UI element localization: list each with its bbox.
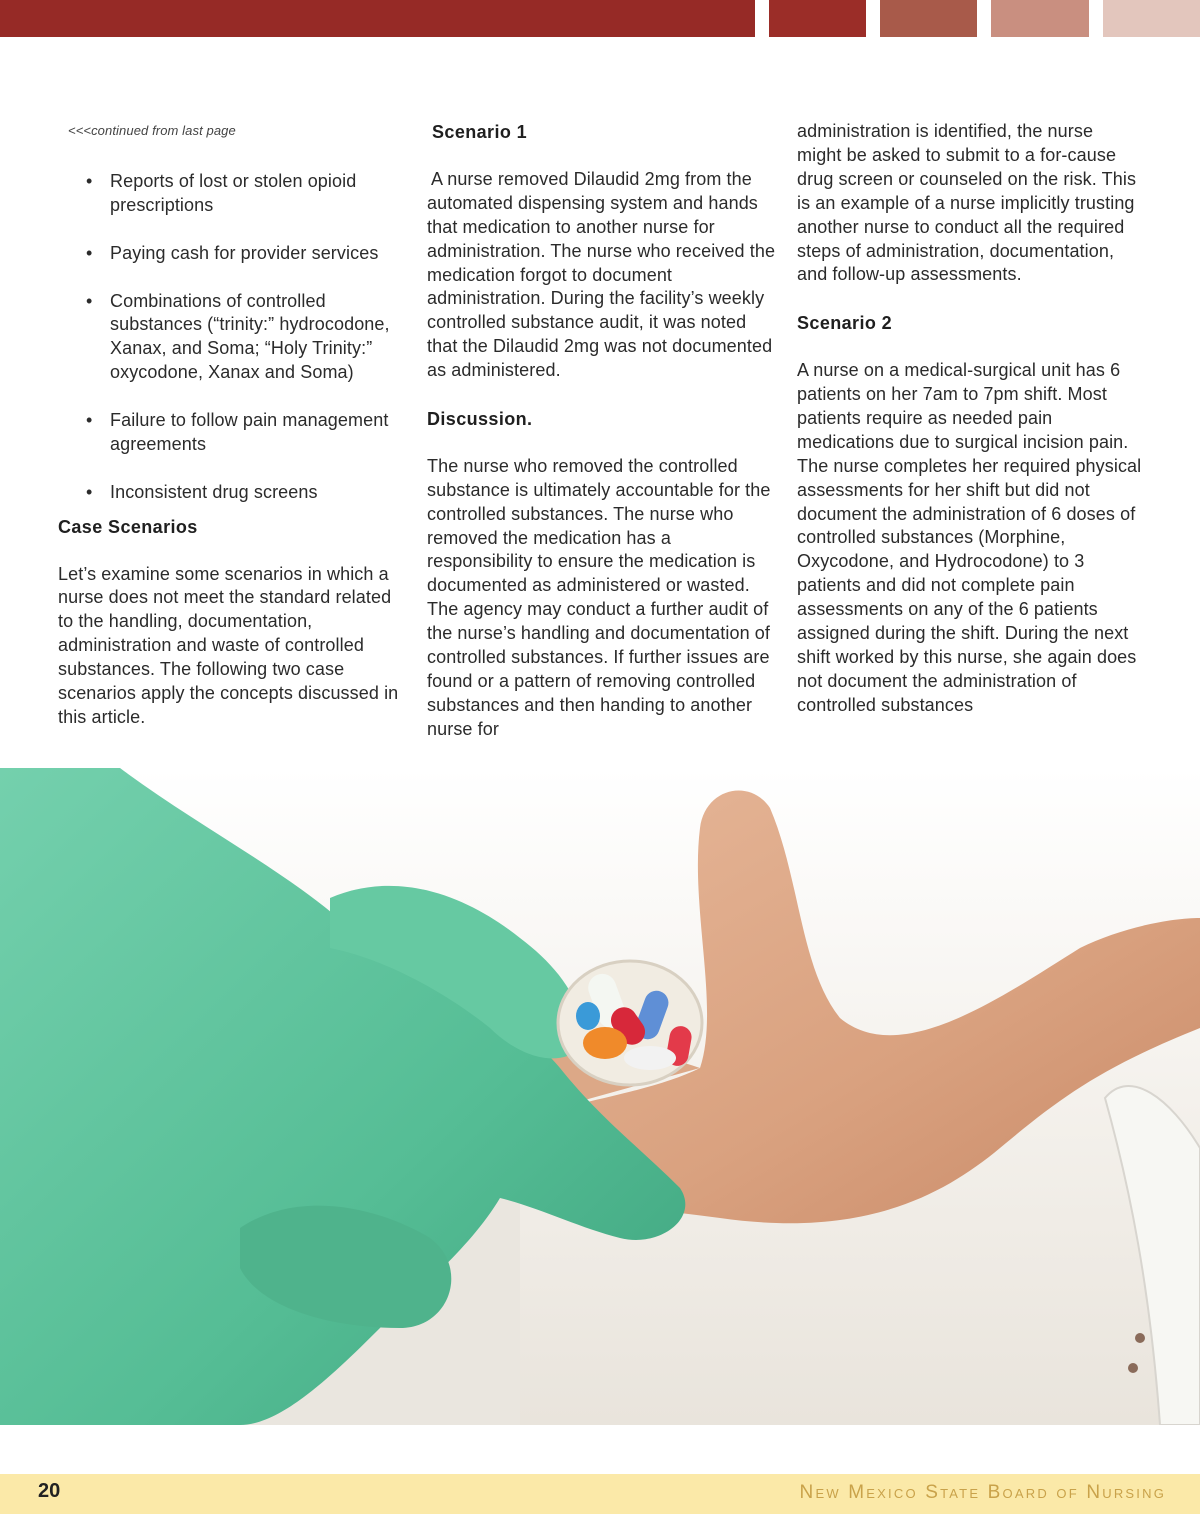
column-1 [58,120,408,730]
list-item: • Reports of lost or stolen opioid prescriptions [86,171,357,215]
photo-illustration [0,768,1200,1425]
page-footer [0,1474,1200,1514]
body-paragraph: A nurse on a medical-surgical unit has 6 patients on her 7am to 7pm shift. Most patients require as needed pain medications due to surgical incision pain. The nurse completes her required physical assessments for her shift but did not document the administration of 6 doses of controlled substances (Morphine, Oxycodone, and Hydrocodone) to 3 patients and did not complete pain assessments on any of the 6 patients assigned during the shift. During the next shift worked by this nurse, she again does not document the administration of controlled substances [797,360,1142,715]
section-heading: Discussion. [427,408,533,429]
photo-nurse-giving-pills [0,768,1200,1425]
color-bar-segment [880,0,977,37]
column-2 [427,120,777,742]
body-paragraph: Let’s examine some scenarios in which a nurse does not meet the standard related to the handling, documentation, administration and waste of controlled substances. The following two case scenarios apply the concepts discussed in this article. [58,563,399,727]
page-number: 20 [38,1480,61,1502]
color-bar-segment [991,0,1089,37]
body-paragraph: A nurse removed Dilaudid 2mg from the automated dispensing system and hands that medication to another nurse for administration. The nurse who received the medication forgot to document administration. During the facility’s weekly controlled substance audit, it was noted that the Dilaudid 2mg was not documented as administered. [427,168,776,381]
bullet-icon: • [86,242,93,263]
column-3 [797,120,1142,718]
bullet-list [58,170,408,505]
bullet-icon: • [86,171,93,191]
bullet-icon: • [86,481,93,502]
section-heading: Scenario 2 [797,313,893,334]
list-item: • Paying cash for provider services [58,242,408,266]
list-item: • Failure to follow pain management agreements [86,410,389,454]
list-item: • Inconsistent drug screens [58,481,408,505]
color-bar-segment [0,0,755,37]
body-paragraph: administration is identified, the nurse might be asked to submit to a for-cause drug screen or counseled on the risk. This is an example of a nurse implicitly trusting another nurse to conduct all the required steps of administration, documentation, and follow-up assessments. [797,121,1137,285]
color-bar-segment [769,0,866,37]
list-item: • Combinations of controlled substances (“trinity:” hydrocodone, Xanax, and Soma; “Holy Trinity:” oxycodone, Xanax and Soma) [86,290,390,383]
section-heading: Case Scenarios [58,516,198,537]
color-bar-segment [1103,0,1200,37]
continued-note: <<<continued from last page [68,123,236,138]
bullet-icon: • [86,290,93,311]
section-heading: Scenario 1 [432,122,528,142]
bullet-icon: • [86,410,93,431]
organization-name: New Mexico State Board of Nursing [799,1482,1166,1503]
top-color-bar [0,0,1200,37]
body-paragraph: The nurse who removed the controlled substance is ultimately accountable for the controlled substances. The nurse who removed the medication has a responsibility to ensure the medication is documented as administered or wasted. The agency may conduct a further audit of the nurse’s handling and documentation of controlled substances. If further issues are found or a pattern of removing controlled substances and then handing to another nurse for [427,455,771,739]
